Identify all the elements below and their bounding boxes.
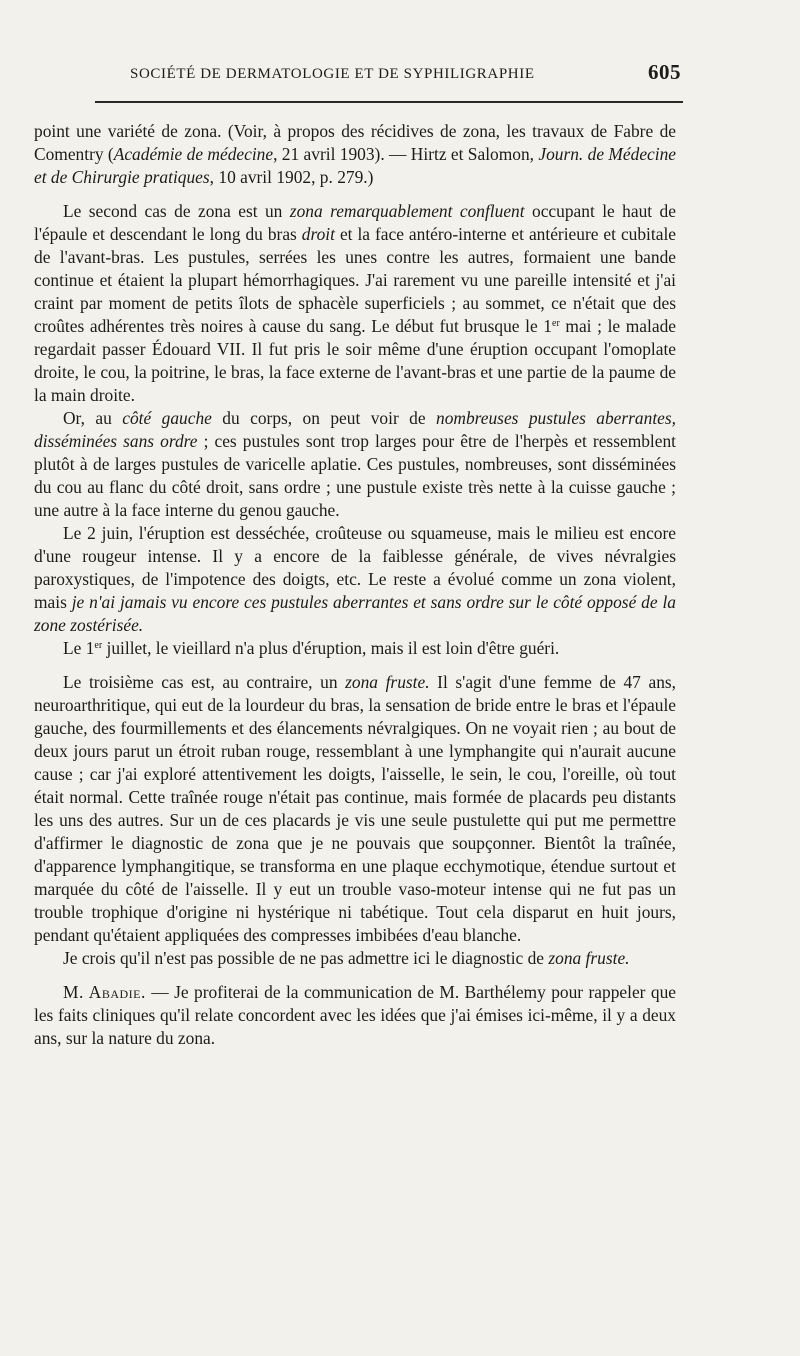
italic-run: nombreuses pustules aberrantes, disséminées sans ordre xyxy=(34,408,676,451)
paragraph-4 xyxy=(34,522,676,637)
paragraph-6 xyxy=(34,671,676,947)
text-run: ; ces pustules sont trop larges pour être de l'herpès et ressemblent plutôt à de larges pustules de varicelle aplatie. Ces pustules, nombreuses, sont disséminées du cou au flanc du côté droit, sans ordre ; une pustule existe très nette à la cuisse gauche ; une autre à la face interne du genou gauche. xyxy=(34,431,676,520)
text-run: du corps, on peut voir de xyxy=(211,408,436,428)
running-title: SOCIÉTÉ DE DERMATOLOGIE ET DE SYPHILIGRAPHIE xyxy=(130,66,535,82)
paragraph-7 xyxy=(34,947,676,970)
text-run: mai ; le malade regardait passer Édouard VII. Il fut pris le soir même d'une éruption occupant l'omoplate droite, le cou, la poitrine, le bras, la face externe de l'avant-bras et une partie de la paume de la main droite. xyxy=(34,316,676,405)
header-rule xyxy=(95,101,683,103)
page-header xyxy=(95,60,685,90)
italic-run: zona fruste. xyxy=(548,948,630,968)
italic-run: droit xyxy=(301,224,335,244)
text-run: Le second cas de zona est un xyxy=(63,201,290,221)
italic-run: Académie de médecine xyxy=(113,144,274,164)
text-run: , 21 avril 1903). — Hirtz et Salomon, xyxy=(273,144,539,164)
paragraph-1 xyxy=(34,120,676,189)
text-run: — Je profiterai de la communication de M. Barthélemy pour rappeler que les faits cliniques qu'il relate concordent avec les idées que j'ai émises ici-même, il y a deux ans, sur la nature du zona. xyxy=(34,982,676,1048)
superscript: er xyxy=(552,318,560,329)
italic-run: zona fruste. xyxy=(345,672,430,692)
text-run: Le troisième cas est, au contraire, un xyxy=(63,672,346,692)
text-run: Le 1 xyxy=(63,638,95,658)
text-run: occupant le haut de l'épaule et descendant le long du bras xyxy=(34,201,676,244)
paragraph-2 xyxy=(34,200,676,407)
body-text xyxy=(34,120,676,1050)
page-number: 605 xyxy=(648,60,681,84)
text-run: Or, au xyxy=(63,408,123,428)
paragraph-3 xyxy=(34,407,676,522)
paragraph-5 xyxy=(34,637,676,660)
text-run: point une variété de zona. (Voir, à propos des récidives de zona, les travaux de Fabre de Comentry ( xyxy=(34,121,676,164)
superscript: er xyxy=(94,640,103,651)
italic-run: je n'ai jamais vu encore ces pustules aberrantes et sans ordre sur le côté opposé de la zone zostérisée. xyxy=(34,592,676,635)
speaker-name: M. Abadie. xyxy=(63,982,146,1002)
italic-run: côté gauche xyxy=(122,408,212,428)
text-run: Je crois qu'il n'est pas possible de ne pas admettre ici le diagnostic de xyxy=(63,948,549,968)
text-run: , 10 avril 1902, p. 279.) xyxy=(209,167,374,187)
italic-run: zona remarquablement confluent xyxy=(289,201,525,221)
text-run: et la face antéro-interne et antérieure et cubitale de l'avant-bras. Les pustules, serrées les unes contre les autres, formaient une bande continue et étaient la plupart hémorrhagiques. J'ai rarement vu une pareille intensité et j'ai craint par moment de petits îlots de sphacèle superficiels ; au sommet, ce n'était que des croûtes adhérentes très noires à cause du sang. Le début fut brusque le 1 xyxy=(34,224,676,336)
paragraph-8 xyxy=(34,981,676,1050)
text-run: juillet, le vieillard n'a plus d'éruption, mais il est loin d'être guéri. xyxy=(102,638,560,658)
text-run: Le 2 juin, l'éruption est desséchée, croûteuse ou squameuse, mais le milieu est encore d'une rougeur intense. Il y a encore de la faiblesse générale, de vives névralgies paroxystiques, de l'impotence des doigts, etc. Le reste a évolué comme un zona violent, mais xyxy=(34,523,676,612)
text-run: Il s'agit d'une femme de 47 ans, neuroarthritique, qui eut de la lourdeur du bras, la sensation de bride entre le bras et l'épaule gauche, des fourmillements et des élancements névralgiques. On ne voyait rien ; au bout de deux jours parut un étroit ruban rouge, ressemblant à une lymphangite qui n'aurait aucune cause ; car j'ai exploré attentivement les doigts, l'aisselle, le sein, le cou, l'oreille, où tout était normal. Cette traînée rouge n'était pas continue, mais formée de placards peu distants les uns des autres. Sur un de ces placards je vis une seule pustulette qui put me permettre d'affirmer le diagnostic de zona que je ne pouvais que soupçonner. Bientôt la traînée, d'apparence lymphangitique, se transforma en une plaque ecchymotique, étendue surtout et marquée du côté de l'aisselle. Il y eut un trouble vaso-moteur intense qui ne fut pas un trouble trophique d'origine ni hystérique ni tabétique. Tout cela disparut en huit jours, pendant qu'étaient appliquées des compresses imbibées d'eau blanche. xyxy=(34,672,676,945)
italic-run: Journ. de Médecine et de Chirurgie pratiques xyxy=(34,144,676,187)
